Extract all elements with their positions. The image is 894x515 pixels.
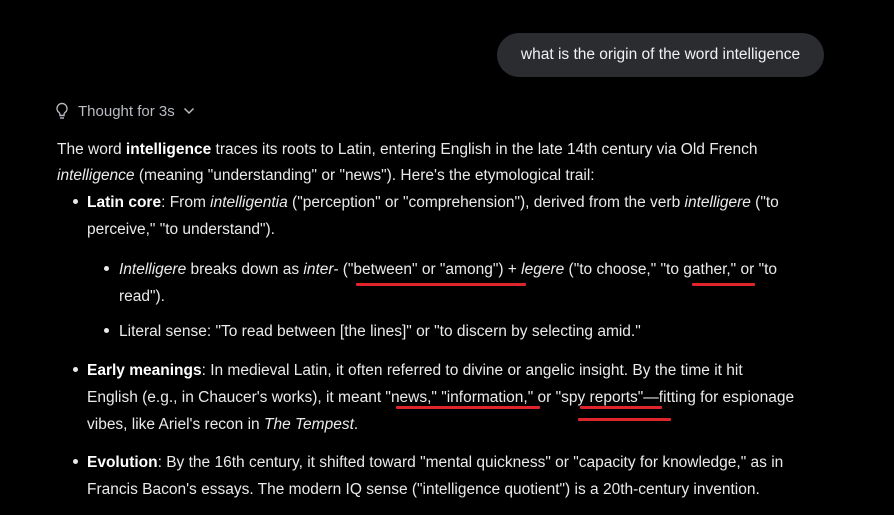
early-line-1: [87, 357, 743, 385]
text: : From: [161, 194, 211, 211]
italic-term: The Tempest: [263, 416, 354, 433]
text: ("to choose," "to gather," or "to: [564, 261, 778, 278]
text: traces its roots to Latin, entering English in the late 14th century via Old French: [211, 141, 758, 158]
bold-term: Latin core: [87, 194, 162, 211]
thought-toggle[interactable]: [54, 101, 195, 121]
italic-term: inter-: [303, 261, 339, 278]
evolution-line-2: Francis Bacon's essays. The modern IQ sense ("intelligence quotient") is a 20th-century invention.: [87, 481, 760, 498]
text: : By the 16th century, it shifted toward "mental quickness" or "capacity for knowledge," as in: [157, 454, 784, 471]
bold-term: intelligence: [125, 141, 212, 158]
italic-term: intelligere: [684, 194, 751, 211]
text: ("to: [750, 194, 779, 211]
intro-line-1: [57, 136, 757, 164]
bold-term: Evolution: [87, 454, 158, 471]
lightbulb-icon: [54, 102, 70, 120]
text: .: [353, 416, 359, 433]
sub1-line-1: [119, 256, 777, 284]
text: The word: [57, 141, 126, 158]
thought-label: Thought for 3s: [78, 102, 175, 120]
early-line-2: English (e.g., in Chaucer's works), it meant "news," "information," or "spy reports"—fitting for espionage: [87, 389, 795, 406]
text: breaks down as: [186, 261, 304, 278]
annotation-underline: [692, 283, 755, 286]
early-line-3: [87, 411, 358, 439]
italic-term: Intelligere: [119, 261, 187, 278]
text: ("between" or "among") +: [338, 261, 522, 278]
intro-line-2: [57, 162, 595, 190]
evolution-line-1: [87, 449, 783, 477]
annotation-underline: [356, 283, 526, 286]
annotation-underline: [580, 406, 662, 409]
italic-term: legere: [521, 261, 565, 278]
latin-core-line-1: [87, 189, 779, 217]
text: ("perception" or "comprehension"), derived from the verb: [287, 194, 685, 211]
sub1-line-2: read").: [119, 288, 165, 305]
italic-term: intelligentia: [210, 194, 288, 211]
text: vibes, like Ariel's recon in: [87, 416, 264, 433]
text: : In medieval Latin, it often referred to divine or angelic insight. By the time it hit: [201, 362, 743, 379]
text: (meaning "understanding" or "news"). Here's the etymological trail:: [134, 167, 595, 184]
user-message-bubble: what is the origin of the word intelligence: [497, 33, 824, 77]
latin-core-line-2: perceive," "to understand").: [87, 221, 275, 238]
italic-term: intelligence: [57, 167, 135, 184]
annotation-underline: [396, 406, 540, 409]
sub2-line: Literal sense: "To read between [the lines]" or "to discern by selecting amid.": [119, 323, 641, 340]
annotation-underline: [578, 418, 671, 421]
bold-term: Early meanings: [87, 362, 202, 379]
chevron-down-icon: [183, 107, 195, 115]
